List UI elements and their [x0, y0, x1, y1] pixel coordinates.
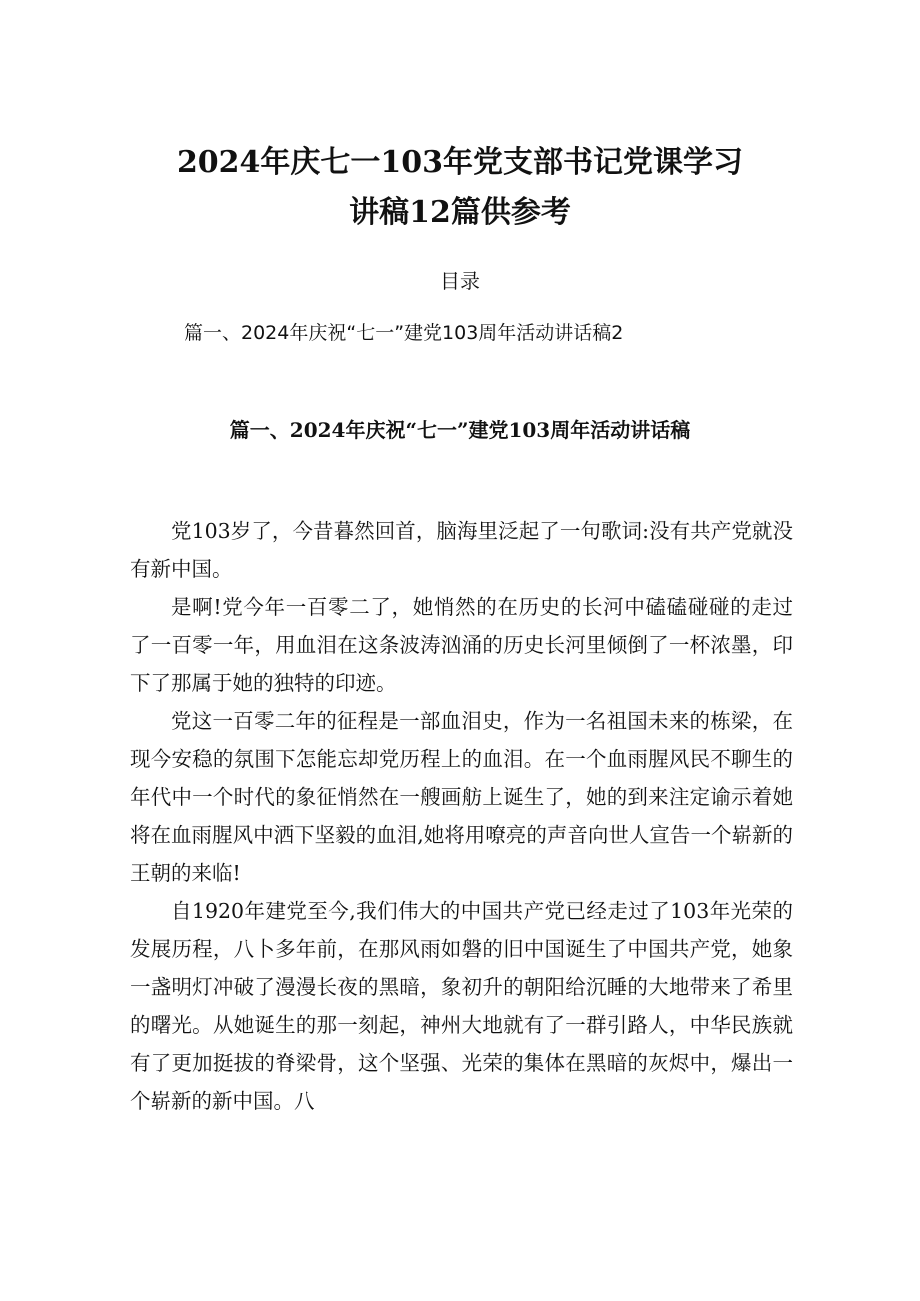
- paragraph-3: 党这一百零二年的征程是一部血泪史，作为一名祖国未来的栋梁，在现今安稳的氛围下怎能忘却党历程上的血泪。在一个血雨腥风民不聊生的年代中一个时代的象征悄然在一艘画舫上诞生了，她的到来注定谕示着她将在血雨腥风中洒下坚毅的血泪,她将用嘹亮的声音向世人宣告一个崭新的王朝的来临!: [130, 709, 793, 885]
- section-heading: 篇一、2024年庆祝“七一”建党103周年活动讲话稿: [229, 418, 691, 442]
- document-title-line-2: 讲稿12篇供参考: [349, 195, 571, 230]
- document-title: [120, 138, 800, 238]
- paragraph-4: 自1920年建党至今,我们伟大的中国共产党已经走过了103年光荣的发展历程，八卜多年前，在那风雨如磐的旧中国诞生了中国共产党，她象一盏明灯冲破了漫漫长夜的黑暗，象初升的朝阳给沉睡的大地带来了希里的曙光。从她诞生的那一刻起，神州大地就有了一群引路人，中华民族就有了更加挺拔的脊梁骨，这个坚强、光荣的集体在黑暗的灰烬中，爆出一个崭新的新中国。八: [130, 899, 793, 1113]
- toc-entry-1[interactable]: 篇一、2024年庆祝“七一”建党103周年活动讲话稿2: [184, 322, 624, 344]
- paragraph-2: 是啊!党今年一百零二了，她悄然的在历史的长河中磕磕碰碰的走过了一百零一年，用血泪在这条波涛汹涌的历史长河里倾倒了一杯浓墨，印下了那属于她的独特的印迹。: [130, 595, 793, 695]
- paragraph-1: 党103岁了，今昔暮然回首，脑海里泛起了一句歌词:没有共产党就没有新中国。: [130, 519, 793, 581]
- section-body: [130, 512, 793, 1120]
- toc-heading: 目录: [440, 269, 480, 293]
- document-title-line-1: 2024年庆七一103年党支部书记党课学习: [176, 145, 744, 180]
